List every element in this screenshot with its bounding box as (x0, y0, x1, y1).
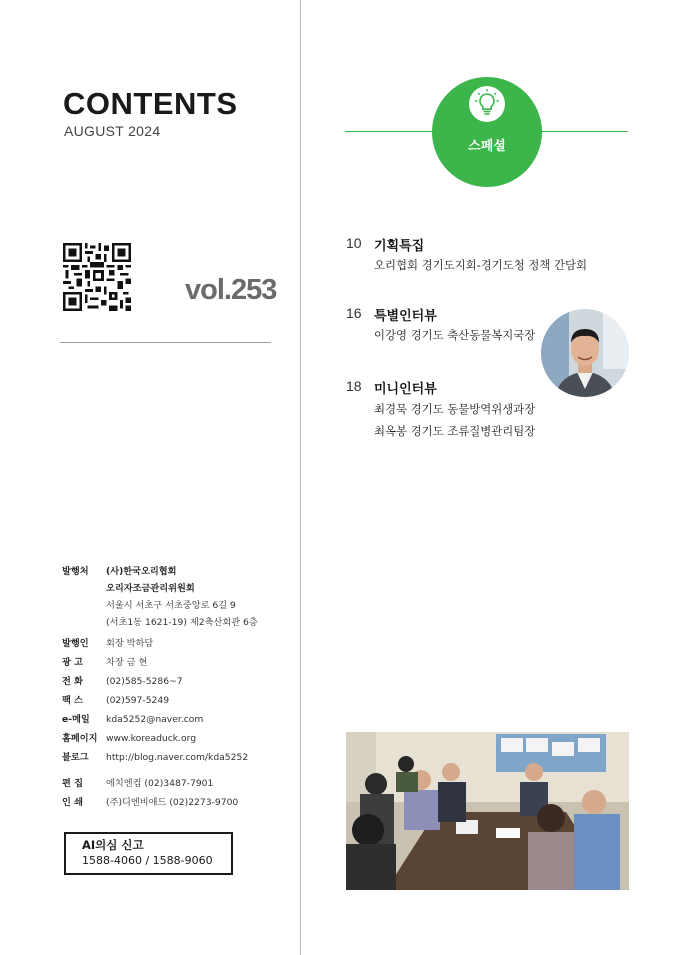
info-label-homepage: 홈페이지 (62, 733, 98, 744)
info-label-phone: 전 화 (62, 676, 83, 687)
toc-heading: 특별인터뷰 (374, 309, 437, 324)
special-badge (432, 77, 542, 187)
toc-page-number: 10 (346, 235, 362, 251)
info-label-ad: 광 고 (62, 657, 83, 668)
left-divider (60, 342, 271, 343)
ai-report-title: AI의심 신고 (82, 838, 144, 852)
qr-code[interactable] (63, 243, 131, 311)
info-value: (02)585-5286~7 (106, 676, 183, 687)
volume-number: vol.253 (185, 274, 277, 306)
ai-report-box (64, 832, 233, 875)
info-value: 에치엔컴 (02)3487-7901 (106, 778, 214, 789)
special-label: 스페셜 (468, 139, 506, 154)
info-label-fax: 팩 스 (62, 695, 83, 706)
info-value: (주)디엔비애드 (02)2273-9700 (106, 797, 239, 808)
toc-subtitle: 최경묵 경기도 동물방역위생과장 (374, 402, 536, 416)
lightbulb-icon (469, 86, 505, 122)
publisher-info (62, 563, 258, 631)
info-label-publisher: 발행처 (62, 566, 89, 577)
info-label-email: e-메일 (62, 714, 90, 725)
issue-date: AUGUST 2024 (64, 123, 161, 139)
info-label-blog: 블로그 (62, 752, 89, 763)
ai-report-phones: 1588-4060 / 1588-9060 (82, 854, 213, 867)
info-label-issuer: 발행인 (62, 638, 89, 649)
toc-page-number: 16 (346, 305, 362, 321)
email-link[interactable]: kda5252@naver.com (106, 714, 204, 725)
toc-heading: 미니인터뷰 (374, 382, 437, 397)
page-title: CONTENTS (63, 86, 238, 121)
meeting-photo (346, 732, 629, 890)
info-value: 차장 금 현 (106, 657, 148, 668)
info-value: (서초1동 1621-19) 제2축산회관 6층 (106, 617, 258, 628)
toc-page-number: 18 (346, 378, 362, 394)
column-divider (300, 0, 301, 955)
blog-link[interactable]: http://blog.naver.com/kda5252 (106, 752, 249, 763)
info-value: (02)597-5249 (106, 695, 170, 706)
toc-subtitle: 오리협회 경기도지회-경기도청 정책 간담회 (374, 258, 588, 272)
production-info (62, 774, 238, 812)
contact-info (62, 634, 248, 767)
interviewee-portrait (541, 309, 629, 397)
info-value: 서울시 서초구 서초중앙로 6길 9 (106, 600, 236, 611)
info-value: 회장 박하담 (106, 638, 154, 649)
info-label-printing: 인 쇄 (62, 797, 83, 808)
toc-subtitle: 최옥봉 경기도 조류질병관리팀장 (374, 424, 536, 438)
info-value: (사)한국오리협회 (106, 566, 177, 577)
toc-heading: 기획특집 (374, 239, 425, 254)
info-value: 오리자조금관리위원회 (106, 583, 195, 594)
info-label-editing: 편 집 (62, 778, 83, 789)
homepage-link[interactable]: www.koreaduck.org (106, 733, 197, 744)
toc-subtitle: 이강영 경기도 축산동물복지국장 (374, 328, 536, 342)
